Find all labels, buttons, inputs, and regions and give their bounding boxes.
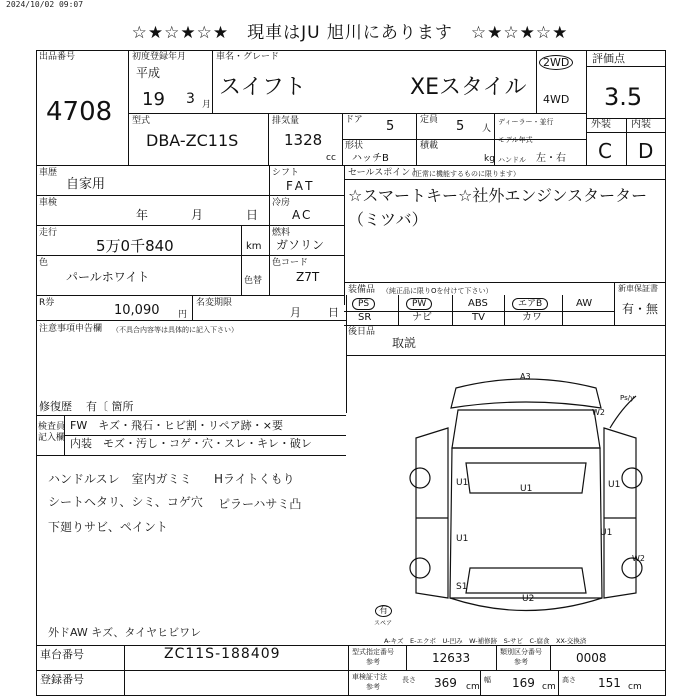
- inspection-year: 年: [136, 208, 149, 222]
- era: 平成: [136, 66, 161, 80]
- first-reg-label: 初度登録年月: [132, 52, 187, 62]
- equip-ps: PS: [352, 298, 375, 310]
- car-damage-diagram: [396, 368, 666, 628]
- equip-abs: ABS: [468, 298, 488, 309]
- month-unit: 月: [202, 100, 212, 110]
- expiry-label: 名変期限: [196, 298, 233, 308]
- mark-u1-lower-left: U1: [456, 534, 469, 544]
- warranty: 有・無: [622, 302, 659, 316]
- inspection-day: 日: [246, 208, 259, 222]
- displacement-label: 排気量: [272, 116, 300, 126]
- type-spec: 12633: [432, 651, 471, 665]
- lot-label: 出品番号: [39, 52, 76, 62]
- dealer-label: ディーラー・並行: [498, 118, 554, 126]
- inspection-label: 車検: [39, 198, 58, 208]
- interior-grade: D: [638, 139, 654, 163]
- height-unit: cm: [628, 682, 642, 692]
- shift-label: シフト: [272, 168, 300, 178]
- mark-a3: A3: [520, 372, 531, 381]
- model: DBA-ZC11S: [146, 131, 239, 150]
- mark-spare-yes: 有: [375, 605, 392, 617]
- equip-sub: （純正品に限りOを付けて下さい）: [382, 287, 493, 295]
- sales-sub: （正常に機能するものに限ります）: [408, 170, 520, 178]
- history: 自家用: [66, 177, 106, 192]
- type-spec-label: 型式指定番号: [352, 648, 394, 656]
- exterior-grade: C: [598, 139, 612, 163]
- width-unit: cm: [542, 682, 556, 692]
- drive-4wd: 4WD: [543, 93, 570, 106]
- shape-label: 形状: [345, 141, 364, 151]
- capacity: 5: [456, 119, 465, 134]
- grade: XEスタイル: [410, 75, 527, 100]
- exterior-label: 外装: [591, 119, 611, 130]
- length-label: 長さ: [402, 676, 416, 684]
- handle-label: ハンドル: [498, 156, 526, 164]
- equip-leather: カワ: [522, 312, 542, 323]
- class-label: 類別区分番号: [500, 648, 542, 656]
- class-ref: 参考: [514, 658, 528, 666]
- mark-u2: U2: [522, 594, 535, 604]
- manual-label: 後日品: [348, 327, 376, 337]
- repair-value: 有〔 箇所: [86, 400, 134, 413]
- recycle-fee: 10,090: [114, 303, 160, 318]
- lot-number: 4708: [46, 97, 113, 127]
- equip-airbag: エアB: [512, 298, 548, 310]
- width: 169: [512, 676, 535, 690]
- class-number: 0008: [576, 651, 607, 665]
- km-unit: km: [246, 241, 262, 252]
- mileage: 5万0千840: [96, 237, 174, 255]
- warranty-label: 新車保証書: [618, 284, 658, 293]
- damage-legend: A-キズ E-エクボ U-凹み W-補修跡 S-サビ C-腐食 XX-交換済: [384, 637, 587, 645]
- size-label: 車検証寸法: [352, 673, 387, 681]
- mark-u1-center: U1: [520, 484, 533, 494]
- equip-aw: AW: [576, 298, 593, 309]
- equip-label: 装備品: [348, 285, 376, 295]
- length: 369: [434, 676, 457, 690]
- inspect-row-1: FW キズ・飛石・ヒビ割・リペア跡・×要: [70, 419, 283, 432]
- score: 3.5: [604, 83, 643, 111]
- banner: ☆★☆★☆★ 現車はJU 旭川にあります ☆★☆★☆★: [131, 23, 569, 43]
- mark-w2-right: W2: [632, 554, 645, 563]
- notes-label: 注意事項申告欄: [39, 324, 103, 334]
- mark-u1-right: U1: [608, 480, 621, 490]
- capacity-label: 定員: [420, 115, 439, 125]
- size-ref: 参考: [366, 683, 380, 691]
- doors-label: ドア: [345, 115, 363, 125]
- sales-point: ☆スマートキー☆社外エンジンスターター（ミツバ）: [348, 186, 648, 229]
- manual: 取説: [392, 336, 417, 350]
- car-name: スイフト: [219, 75, 306, 100]
- mark-spare: スペア: [374, 620, 393, 627]
- handle: 左・右: [536, 153, 566, 164]
- expiry-day: 日: [328, 306, 339, 319]
- expiry-month: 月: [290, 306, 301, 319]
- fuel: ガソリン: [276, 238, 325, 252]
- notes-sub: （不具合内容等は具体的に記入下さい）: [112, 326, 238, 334]
- load-label: 積載: [420, 141, 439, 151]
- shift: FAT: [286, 179, 316, 193]
- mark-psy: Ps/y: [620, 394, 635, 402]
- drive-2wd: 2WD: [539, 55, 573, 70]
- color-label: 色: [39, 258, 49, 268]
- mark-u1-lower-right: U1: [600, 528, 613, 538]
- equip-navi: ナビ: [412, 312, 432, 323]
- history-label: 車歴: [39, 168, 58, 178]
- inspection-month: 月: [191, 208, 204, 222]
- score-label: 評価点: [592, 52, 625, 65]
- hand-note-4: ピラーハサミ凸: [218, 497, 302, 511]
- ac: AC: [292, 208, 313, 222]
- fuel-label: 燃料: [272, 228, 291, 238]
- hand-note-3: シートヘタリ、シミ、コゲ穴: [48, 495, 203, 509]
- ac-label: 冷房: [272, 198, 291, 208]
- chassis-number: ZC11S-188409: [164, 646, 281, 662]
- hand-note-1: ハンドルスレ 室内ガミミ: [48, 472, 192, 486]
- name-label: 車名・グレード: [216, 52, 280, 62]
- displacement: 1328: [284, 131, 323, 149]
- regno-label: 登録番号: [40, 673, 84, 686]
- doors: 5: [386, 119, 395, 134]
- length-unit: cm: [466, 682, 480, 692]
- equip-sr: SR: [358, 312, 372, 323]
- repair-label: 修復歴: [39, 400, 72, 413]
- height: 151: [598, 676, 621, 690]
- yen-unit: 円: [178, 310, 188, 320]
- equip-tv: TV: [472, 312, 485, 323]
- equip-pw: PW: [406, 298, 432, 310]
- recycle-label: R券: [39, 298, 55, 308]
- color-change-label: 色替: [244, 276, 263, 286]
- inspector-label: 検査員記入欄: [38, 422, 66, 443]
- timestamp: 2024/10/02 09:07: [6, 0, 84, 9]
- chassis-label: 車台番号: [40, 648, 84, 661]
- mark-w2-top: W2: [592, 408, 605, 417]
- person-unit: 人: [482, 124, 492, 134]
- type-spec-ref: 参考: [366, 658, 380, 666]
- kg-unit: kg: [484, 154, 495, 164]
- model-year-label: モデル年式: [498, 136, 533, 144]
- interior-label: 内装: [631, 119, 651, 130]
- mark-s1: S1: [456, 582, 468, 592]
- cc-unit: cc: [326, 153, 336, 163]
- reg-month: 3: [186, 91, 195, 107]
- width-label: 幅: [484, 676, 491, 684]
- color-code-label: 色コード: [272, 258, 309, 268]
- hand-note-5: 下廻りサビ、ペイント: [48, 520, 168, 534]
- auction-sheet: [36, 50, 666, 696]
- reg-year: 19: [142, 89, 165, 110]
- color-code: Z7T: [296, 270, 320, 284]
- inspect-row-2: 内装 モズ・汚し・コゲ・穴・スレ・キレ・破レ: [70, 437, 312, 450]
- shape: ハッチB: [352, 153, 389, 164]
- height-label: 高さ: [562, 676, 576, 684]
- hand-note-bottom: 外ドAW キズ、タイヤヒビワレ: [48, 626, 202, 639]
- mark-u1-left: U1: [456, 478, 469, 488]
- mileage-label: 走行: [39, 228, 58, 238]
- sales-label: セールスポイント: [348, 168, 420, 178]
- hand-note-2: Hライトくもり: [214, 472, 295, 486]
- color: パールホワイト: [66, 270, 150, 284]
- model-label: 型式: [132, 116, 151, 126]
